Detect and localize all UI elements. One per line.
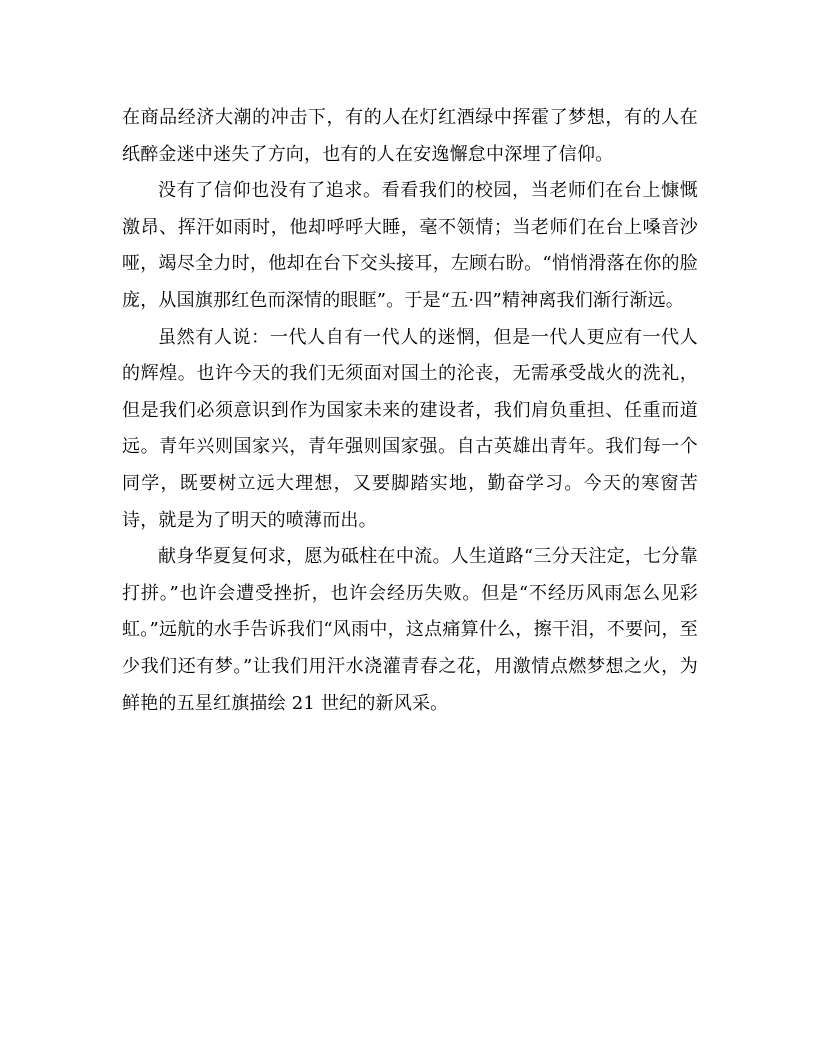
paragraph-3: 虽然有人说：一代人自有一代人的迷惘，但是一代人更应有一代人的辉煌。也许今天的我们无须面对国土的沦丧，无需承受战火的洗礼，但是我们必须意识到作为国家未来的建设者，我们肩负重担、任重而道远。青年兴则国家兴，青年强则国家强。自古英雄出青年。我们每一个同学，既要树立远大理想，又要脚踏实地，勤奋学习。今天的寒窗苦诗，就是为了明天的喷薄而出。 (122, 326, 698, 531)
paragraph-2: 没有了信仰也没有了追求。看看我们的校园，当老师们在台上慷慨激昂、挥汗如雨时，他却呼呼大睡，毫不领情；当老师们在台上嗓音沙哑，竭尽全力时，他却在台下交头接耳，左顾右盼。“悄悄滑落在你的脸庞，从国旗那红色而深情的眼眶”。于是“五·四”精神离我们渐行渐远。 (122, 180, 698, 311)
paragraph-1: 在商品经济大潮的冲击下，有的人在灯红酒绿中挥霍了梦想，有的人在纸醉金迷中迷失了方向，也有的人在安逸懈怠中深埋了信仰。 (122, 107, 698, 165)
document-body (122, 100, 698, 722)
paragraph-4: 献身华夏复何求，愿为砥柱在中流。人生道路“三分天注定，七分靠打拼。”也许会遭受挫折，也许会经历失败。但是“不经历风雨怎么见彩虹。”远航的水手告诉我们“风雨中，这点痛算什么，擦干泪，不要问，至少我们还有梦。”让我们用汗水浇灌青春之花，用激情点燃梦想之火，为鲜艳的五星红旗描绘 21 世纪的新风采。 (122, 546, 698, 714)
